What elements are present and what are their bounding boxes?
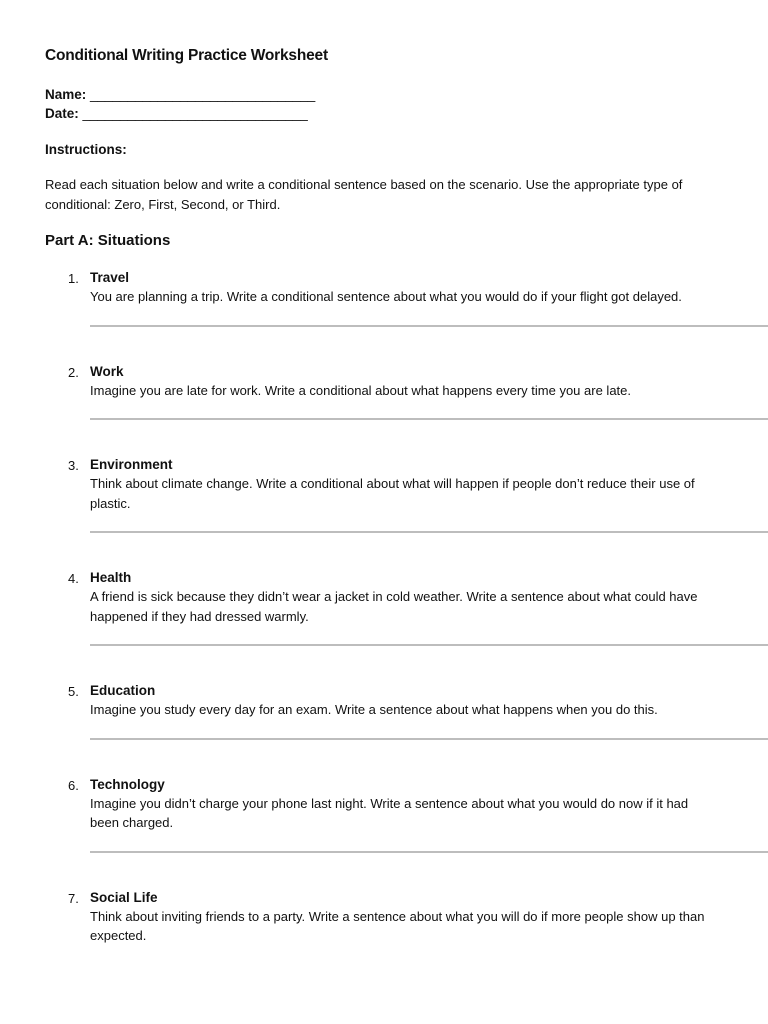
answer-line[interactable] bbox=[90, 738, 768, 740]
situation-topic: Travel bbox=[90, 270, 130, 285]
page-title: Conditional Writing Practice Worksheet bbox=[45, 47, 328, 64]
situation-prompt: Think about inviting friends to a party. Write a sentence about what you will do if more people show up than expected. bbox=[90, 908, 705, 943]
situation-number: 3. bbox=[68, 458, 79, 473]
situation-item bbox=[45, 362, 768, 421]
situation-number: 1. bbox=[68, 271, 79, 286]
answer-line[interactable] bbox=[90, 644, 768, 646]
situation-number: 2. bbox=[68, 364, 79, 380]
situation-prompt: Imagine you study every day for an exam. Write a sentence about what happens when you do this. bbox=[90, 702, 658, 717]
instructions-heading: Instructions: bbox=[45, 142, 127, 157]
part-a-heading: Part A: Situations bbox=[45, 232, 171, 249]
situation-topic: Environment bbox=[90, 457, 173, 472]
name-field[interactable] bbox=[45, 85, 768, 104]
situation-number: 4. bbox=[68, 571, 79, 586]
situation-number: 7. bbox=[68, 890, 79, 906]
student-fields bbox=[45, 85, 768, 123]
date-blank[interactable]: ______________________________ bbox=[82, 106, 308, 121]
situation-number: 5. bbox=[68, 684, 79, 699]
date-field[interactable] bbox=[45, 104, 768, 123]
situation-item bbox=[45, 455, 768, 533]
situation-item bbox=[45, 775, 768, 853]
situation-prompt: You are planning a trip. Write a conditional sentence about what you would do if your flight got delayed. bbox=[90, 289, 682, 304]
situation-topic: Social Life bbox=[90, 889, 158, 905]
answer-line[interactable] bbox=[90, 851, 768, 853]
situation-item bbox=[45, 888, 768, 946]
answer-line[interactable] bbox=[90, 325, 768, 327]
instructions-text: Read each situation below and write a conditional sentence based on the scenario. Use the appropriate type of conditional: Zero, First, Second, or Third. bbox=[45, 177, 683, 212]
name-blank[interactable]: ______________________________ bbox=[90, 87, 316, 102]
situation-prompt: Think about climate change. Write a conditional about what will happen if people don’t reduce their use of plastic. bbox=[90, 476, 695, 511]
situation-topic: Education bbox=[90, 683, 156, 698]
situation-topic: Health bbox=[90, 570, 132, 585]
situation-item bbox=[45, 268, 768, 327]
situation-item bbox=[45, 568, 768, 646]
situation-topic: Work bbox=[90, 363, 124, 379]
situation-number: 6. bbox=[68, 777, 79, 793]
answer-line[interactable] bbox=[90, 418, 768, 420]
date-label: Date: bbox=[45, 106, 79, 121]
situation-prompt: Imagine you didn’t charge your phone last night. Write a sentence about what you would do now if it had been charged. bbox=[90, 795, 689, 830]
situation-prompt: Imagine you are late for work. Write a conditional about what happens every time you are late. bbox=[90, 382, 631, 398]
situation-prompt: A friend is sick because they didn’t wear a jacket in cold weather. Write a sentence about what could have happened if they had dressed warmly. bbox=[90, 589, 698, 624]
situation-item bbox=[45, 681, 768, 740]
name-label: Name: bbox=[45, 87, 87, 102]
situation-topic: Technology bbox=[90, 776, 165, 792]
situations-list bbox=[45, 268, 768, 946]
answer-line[interactable] bbox=[90, 531, 768, 533]
